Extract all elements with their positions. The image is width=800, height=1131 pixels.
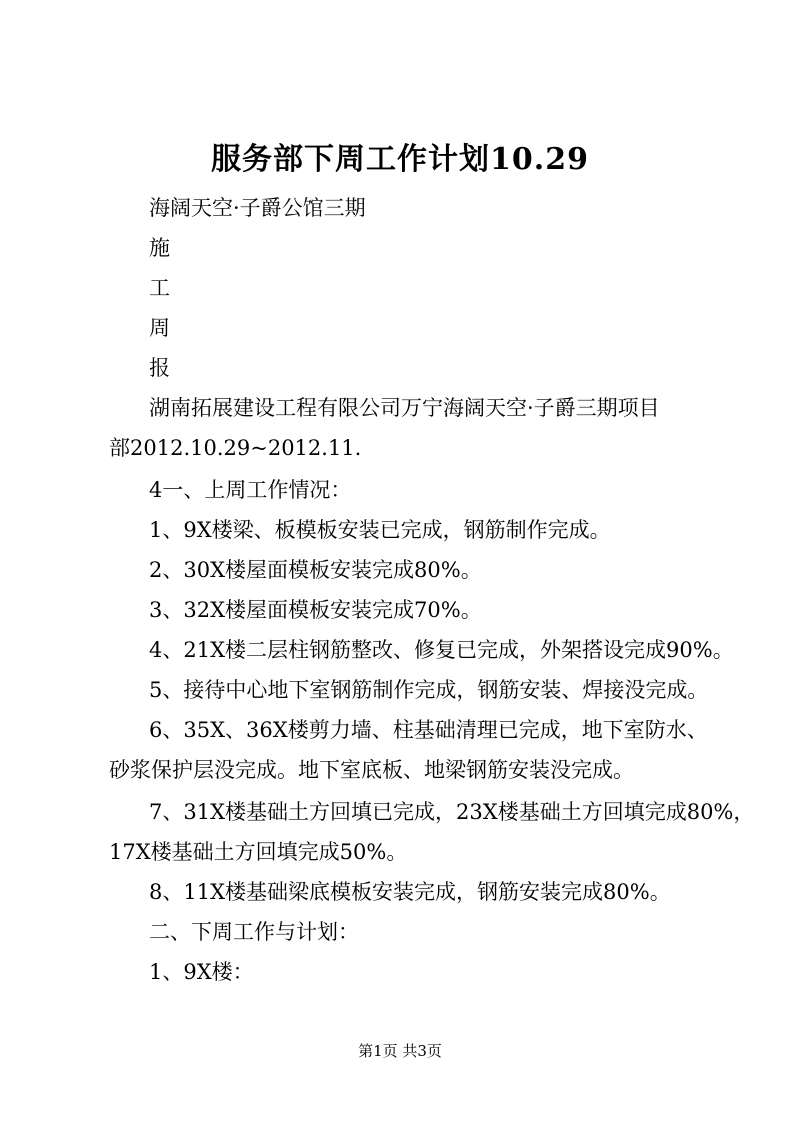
list-item-7-line-2: 17X楼基础土方回填完成50%。 bbox=[109, 840, 408, 864]
list-item-3: 3、32X楼屋面模板安装完成70%。 bbox=[149, 598, 482, 622]
vertical-char-4: 报 bbox=[149, 356, 170, 380]
project-subtitle: 海阔天空·子爵公馆三期 bbox=[149, 196, 366, 220]
section2-heading: 二、下周工作与计划： bbox=[149, 920, 359, 944]
company-paragraph bbox=[109, 388, 749, 468]
vertical-char-3: 周 bbox=[149, 316, 170, 340]
list-item-1: 1、9X楼梁、板模板安装已完成，钢筋制作完成。 bbox=[149, 518, 611, 542]
vertical-char-2: 工 bbox=[149, 276, 170, 300]
list-item-5: 5、接待中心地下室钢筋制作完成，钢筋安装、焊接没完成。 bbox=[149, 678, 709, 702]
section2-item-1: 1、9X楼： bbox=[149, 960, 254, 984]
list-item-2: 2、30X楼屋面模板安装完成80%。 bbox=[149, 558, 482, 582]
company-line-1: 湖南拓展建设工程有限公司万宁海阔天空·子爵三期项目 bbox=[149, 396, 660, 420]
list-item-6-line-2: 砂浆保护层没完成。地下室底板、地梁钢筋安装没完成。 bbox=[109, 758, 634, 782]
list-item-8: 8、11X楼基础梁底模板安装完成，钢筋安装完成80%。 bbox=[149, 880, 671, 904]
company-line-2: 部2012.10.29~2012.11. bbox=[109, 436, 362, 460]
list-item-6-line-1: 6、35X、36X楼剪力墙、柱基础清理已完成，地下室防水、 bbox=[149, 718, 708, 742]
vertical-char-1: 施 bbox=[149, 236, 170, 260]
list-item-7-line-1: 7、31X楼基础土方回填已完成，23X楼基础土方回填完成80%， bbox=[149, 800, 755, 824]
document-title: 服务部下周工作计划10.29 bbox=[211, 142, 589, 177]
page-footer: 第1页 共3页 bbox=[358, 1042, 442, 1060]
section1-heading: 4一、上周工作情况： bbox=[149, 478, 352, 502]
list-item-7 bbox=[109, 792, 755, 872]
list-item-4: 4、21X楼二层柱钢筋整改、修复已完成，外架搭设完成90%。 bbox=[149, 638, 734, 662]
list-item-6 bbox=[109, 710, 749, 790]
